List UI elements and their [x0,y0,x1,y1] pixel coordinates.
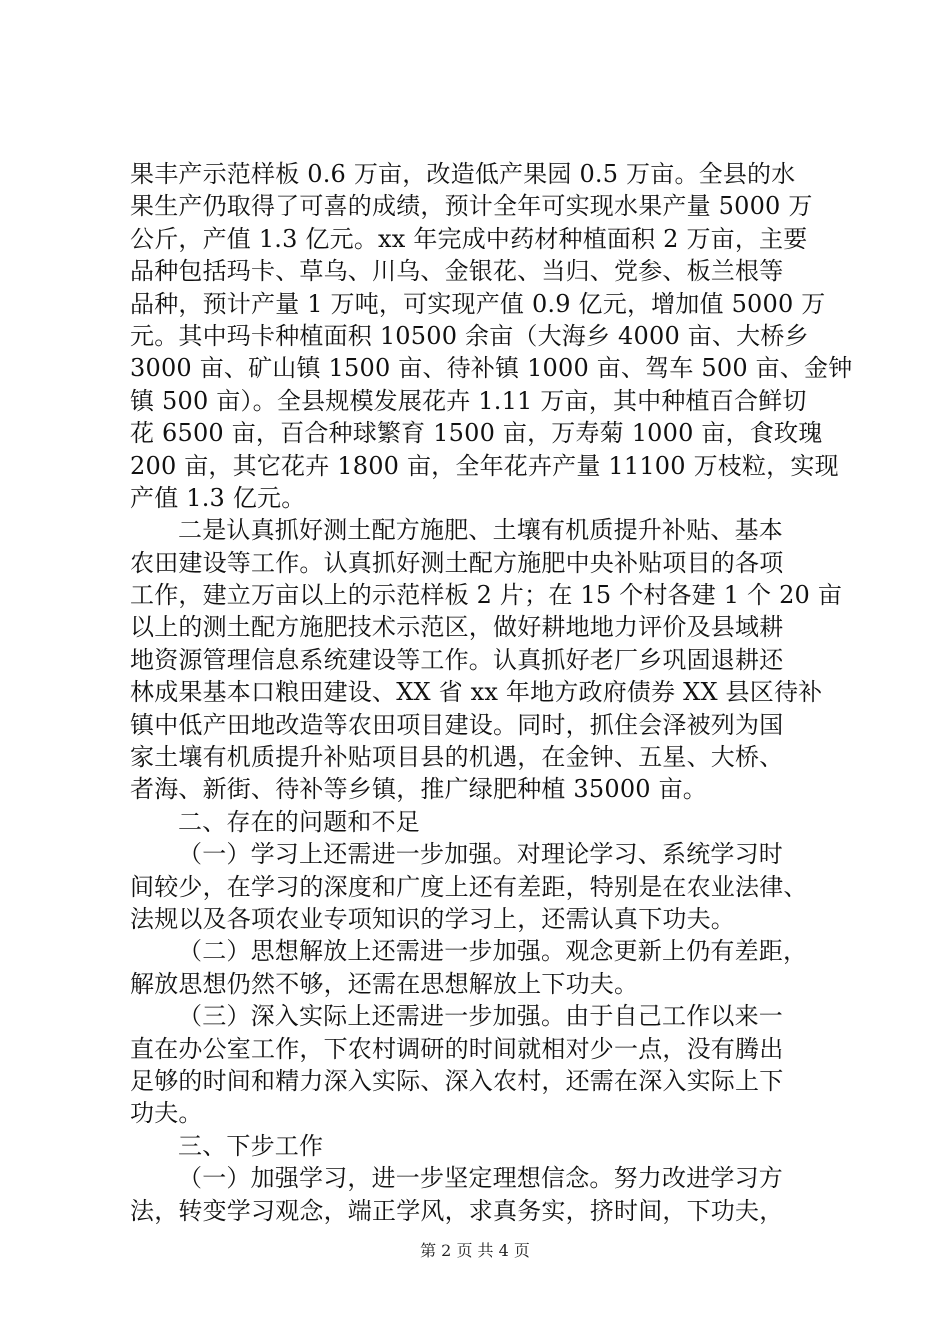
paragraph-start-line: （三）深入实际上还需进一步加强。由于自己工作以来一 [178,1002,783,1031]
text-line: 法规以及各项农业专项知识的学习上，还需认真下功夫。 [130,904,735,933]
text-line: 公斤，产值 1.3 亿元。xx 年完成中药材种植面积 2 万亩，主要 [130,224,808,253]
text-line: 家土壤有机质提升补贴项目县的机遇，在金钟、五星、大桥、 [130,743,784,772]
text-line: 足够的时间和精力深入实际、深入农村，还需在深入实际上下 [130,1066,784,1095]
text-line: 林成果基本口粮田建设、XX 省 xx 年地方政府债券 XX 县区待补 [130,678,823,707]
text-line: 元。其中玛卡种植面积 10500 余亩（大海乡 4000 亩、大桥乡 [130,321,809,350]
paragraph-start-line: （二）思想解放上还需进一步加强。观念更新上仍有差距， [178,937,808,966]
text-line: 花 6500 亩，百合种球繁育 1500 亩，万寿菊 1000 亩，食玫瑰 [130,419,823,448]
text-line: 以上的测土配方施肥技术示范区，做好耕地地力评价及县域耕 [130,613,784,642]
text-line: 果丰产示范样板 0.6 万亩，改造低产果园 0.5 万亩。全县的水 [130,160,796,188]
paragraph-start-line: （一）学习上还需进一步加强。对理论学习、系统学习时 [178,840,783,869]
paragraph-start-line: 二是认真抓好测土配方施肥、土壤有机质提升补贴、基本 [178,516,783,545]
text-line: 地资源管理信息系统建设等工作。认真抓好老厂乡巩固退耕还 [130,645,784,674]
text-line: 法，转变学习观念，端正学风，求真务实，挤时间，下功夫， [130,1196,784,1225]
text-line: 直在办公室工作，下农村调研的时间就相对少一点，没有腾出 [130,1034,784,1063]
page-footer [0,1240,950,1262]
text-line: 果生产仍取得了可喜的成绩，预计全年可实现水果产量 5000 万 [130,192,813,221]
body-text [130,158,853,1227]
section-heading: 三、下步工作 [178,1131,324,1160]
text-line: 品种包括玛卡、草乌、川乌、金银花、当归、党参、板兰根等 [130,257,784,286]
page-number: 第 2 页 共 4 页 [420,1241,530,1260]
section-heading: 二、存在的问题和不足 [178,807,420,836]
text-line: 产值 1.3 亿元。 [130,483,306,512]
text-line: 200 亩，其它花卉 1800 亩，全年花卉产量 11100 万枝粒，实现 [130,451,839,480]
text-line: 品种，预计产量 1 万吨，可实现产值 0.9 亿元，增加值 5000 万 [130,289,826,318]
paragraph-start-line: （一）加强学习，进一步坚定理想信念。努力改进学习方 [178,1164,783,1193]
text-line: 农田建设等工作。认真抓好测土配方施肥中央补贴项目的各项 [130,548,784,577]
text-line: 解放思想仍然不够，还需在思想解放上下功夫。 [130,969,639,998]
text-line: 功夫。 [130,1099,203,1128]
text-line: 镇 500 亩）。全县规模发展花卉 1.11 万亩，其中种植百合鲜切 [130,386,807,415]
text-line: 工作，建立万亩以上的示范样板 2 片；在 15 个村各建 1 个 20 亩 [130,581,843,610]
text-line: 间较少，在学习的深度和广度上还有差距，特别是在农业法律、 [130,872,808,901]
text-line: 3000 亩、矿山镇 1500 亩、待补镇 1000 亩、驾车 500 亩、金钟 [130,354,853,383]
text-line: 镇中低产田地改造等农田项目建设。同时，抓住会泽被列为国 [130,710,784,739]
text-line: 者海、新街、待补等乡镇，推广绿肥种植 35000 亩。 [130,775,708,804]
